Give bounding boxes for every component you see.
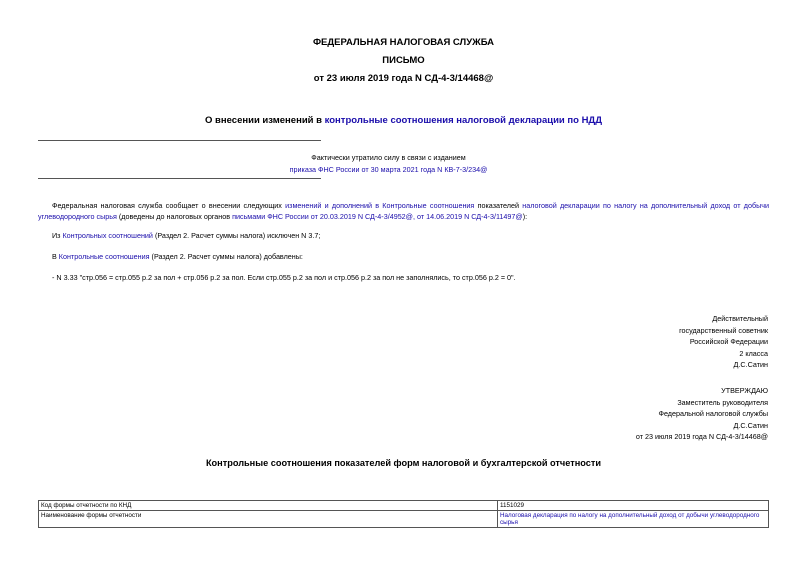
- excluded-link[interactable]: Контрольных соотношений: [62, 231, 153, 240]
- intro-link-letters[interactable]: письмами ФНС России от 20.03.2019 N СД-4-3/4952@, от 14.06.2019 N СД-4-3/11497@: [232, 211, 523, 221]
- intro-text-1: Федеральная налоговая служба сообщает о внесении следующих: [52, 201, 286, 210]
- notice-line1: Фактически утратило силу в связи с изданием: [311, 153, 466, 162]
- form-info-table: [38, 500, 769, 528]
- excluded-text-1: Из: [52, 231, 63, 240]
- title-link[interactable]: контрольные соотношения налоговой декларации по НДД: [324, 115, 602, 126]
- approval-line: Д.С.Сатин: [733, 420, 768, 430]
- added-link[interactable]: Контрольные соотношения: [58, 252, 150, 261]
- signature-line: Российской Федерации: [689, 337, 768, 346]
- document-date-number: от 23 июля 2019 года N СД-4-3/14468@: [313, 73, 494, 84]
- agency-name: ФЕДЕРАЛЬНАЯ НАЛОГОВАЯ СЛУЖБА: [312, 37, 495, 48]
- title-prefix: О внесении изменений в: [205, 115, 325, 126]
- intro-link-declaration[interactable]: налоговой декларации по налогу на дополнительный доход от добычи углеводородного сырья: [38, 201, 769, 221]
- table-cell-value: 1151029: [498, 501, 769, 511]
- notice-bottom-divider: [38, 178, 321, 179]
- intro-text-3: (доведены до налоговых органов: [116, 211, 233, 221]
- added-text-1: В: [52, 252, 59, 261]
- signature-line: государственный советник: [679, 325, 768, 335]
- notice: [0, 153, 807, 174]
- added-text-2: (Раздел 2. Расчет суммы налога) добавлены:: [149, 252, 303, 261]
- section-title: Контрольные соотношения показателей форм налоговой и бухгалтерской отчетности: [205, 458, 602, 468]
- intro-text-4: ):: [522, 211, 528, 221]
- signature-line: Действительный: [712, 314, 768, 323]
- intro-text-2: показателей: [474, 201, 523, 210]
- paragraph-excluded: [52, 231, 320, 242]
- table-row: [39, 501, 769, 511]
- table-cell-label: Наименование формы отчетности: [39, 511, 498, 528]
- document-title: [0, 115, 807, 126]
- signature-block: [679, 313, 768, 371]
- signature-line: 2 класса: [739, 348, 768, 358]
- approval-block: [636, 385, 768, 443]
- approval-line: УТВЕРЖДАЮ: [721, 386, 768, 395]
- signature-line: Д.С.Сатин: [733, 360, 768, 369]
- excluded-text-2: (Раздел 2. Расчет суммы налога) исключен N 3.7;: [152, 231, 321, 240]
- paragraph-intro: [38, 201, 769, 222]
- notice-repeal-link[interactable]: приказа ФНС России от 30 марта 2021 года N КВ-7-3/234@: [289, 165, 488, 174]
- approval-line: от 23 июля 2019 года N СД-4-3/14468@: [635, 432, 768, 441]
- approval-line: Заместитель руководителя: [677, 397, 768, 407]
- approval-line: Федеральной налоговой службы: [658, 409, 768, 418]
- paragraph-added: [52, 252, 303, 263]
- document-type: ПИСЬМО: [382, 55, 425, 66]
- notice-top-divider: [38, 140, 321, 141]
- table-row: [39, 511, 769, 528]
- intro-link-changes[interactable]: изменений и дополнений в Контрольные соотношения: [285, 201, 475, 210]
- table-cell-value-link[interactable]: Налоговая декларация по налогу на дополнительный доход от добычи углеводородного сырья: [498, 511, 769, 528]
- table-cell-label: Код формы отчетности по КНД: [39, 501, 498, 511]
- paragraph-ratio: - N 3.33 "стр.056 = стр.055 р.2 за пол + стр.056 р.2 за пол. Если стр.055 р.2 за пол и стр.056 р.2 за пол не заполнялись, то стр.056 р.2 = 0".: [52, 273, 516, 282]
